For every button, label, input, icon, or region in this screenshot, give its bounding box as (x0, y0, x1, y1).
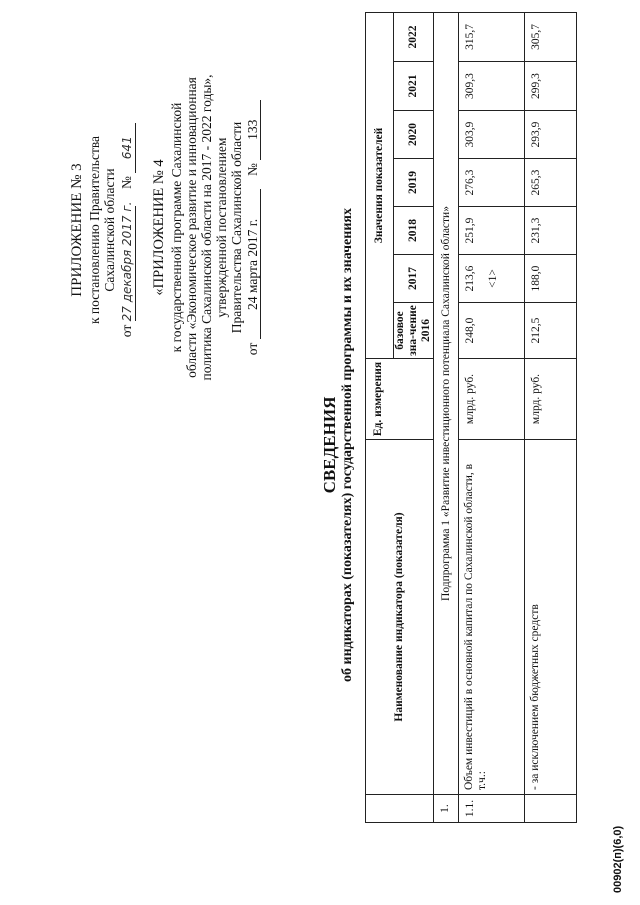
row-value-2022: 315,7 (459, 12, 525, 61)
row-value-2018: 231,3 (525, 207, 577, 255)
indicators-table (365, 12, 577, 823)
row-value-2021: 299,3 (525, 62, 577, 111)
row-value-2017: 213,6 <1> (459, 255, 525, 303)
appendix-3-line2: Сахалинской области (102, 168, 117, 292)
row-value-2020: 303,9 (459, 111, 525, 159)
appendix-4-line4: утвержденной постановлением (214, 137, 229, 318)
header-cell-unit: Ед. измерения (366, 359, 434, 440)
row-value-2019: 265,3 (525, 159, 577, 207)
row-number: 1.1. (459, 795, 525, 823)
footer-code: 00902(п)(6,0) (612, 825, 624, 893)
title-line2: об индикаторах (показателях) государственной программы и их значениях (340, 208, 355, 682)
appendix-3-number: 641 (120, 123, 136, 173)
appendix-3-block (70, 95, 136, 365)
row-value-note: <1> (487, 269, 499, 288)
section-number: 1. (434, 795, 459, 823)
row-value-2022: 305,7 (525, 12, 577, 61)
section-row (434, 12, 459, 822)
header-year-2019: 2019 (394, 159, 434, 207)
table-row (525, 12, 577, 822)
document-title (320, 45, 356, 845)
header-cell-name: Наименование индикатора (показателя) (366, 440, 434, 795)
row-value-2017: 188,0 (525, 255, 577, 303)
row-base-value: 248,0 (459, 303, 525, 359)
appendix-4-line3: политика Сахалинской области на 2017 - 2022 годы», (199, 74, 214, 381)
appendix-3-date: 27 декабря 2017 г. (120, 201, 134, 322)
appendix-3-date-line: от 27 декабря 2017 г. № 641 (119, 95, 136, 365)
row-value-2019: 276,3 (459, 159, 525, 207)
appendix-4-line5: Правительства Сахалинской области (229, 121, 244, 334)
row-base-value: 212,5 (525, 303, 577, 359)
row-unit: млрд. руб. (525, 359, 577, 440)
appendix-3-line1: к постановлению Правительства (87, 135, 102, 325)
header-year-2017: 2017 (394, 255, 434, 303)
row-name: Объем инвестиций в основной капитал по Сахалинской области, в т.ч.: (459, 440, 525, 795)
header-cell-values: Значения показателей (366, 12, 394, 358)
appendix-4-number: 133 (245, 100, 261, 160)
appendix-4-date-line: от 24 марта 2017 г. № 133 (245, 55, 261, 400)
header-year-2022: 2022 (394, 12, 434, 61)
row-unit: млрд. руб. (459, 359, 525, 440)
section-title: Подпрограмма 1 «Развитие инвестиционного потенциала Сахалинской области» (434, 12, 459, 794)
title-line1: СВЕДЕНИЯ (320, 396, 339, 494)
row-number (525, 795, 577, 823)
header-year-2018: 2018 (394, 207, 434, 255)
appendix-4-line1: к государственной программе Сахалинской (169, 102, 184, 353)
appendix-4-title: «ПРИЛОЖЕНИЕ № 4 (151, 159, 167, 296)
header-cell-base: базовое зна-чение 2016 (394, 303, 434, 359)
row-value-2021: 309,3 (459, 62, 525, 111)
appendix-4-block (152, 55, 261, 400)
appendix-4-date: 24 марта 2017 г. (245, 189, 261, 339)
row-value-2018: 251,9 (459, 207, 525, 255)
appendix-4-line2: области «Экономическое развитие и инновационная (184, 77, 199, 378)
row-value-2020: 293,9 (525, 111, 577, 159)
header-year-2021: 2021 (394, 62, 434, 111)
table-row (459, 12, 525, 822)
header-year-2020: 2020 (394, 111, 434, 159)
header-cell-num (366, 795, 434, 823)
appendix-3-title: ПРИЛОЖЕНИЕ № 3 (69, 163, 85, 297)
row-name: - за исключением бюджетных средств (525, 440, 577, 795)
